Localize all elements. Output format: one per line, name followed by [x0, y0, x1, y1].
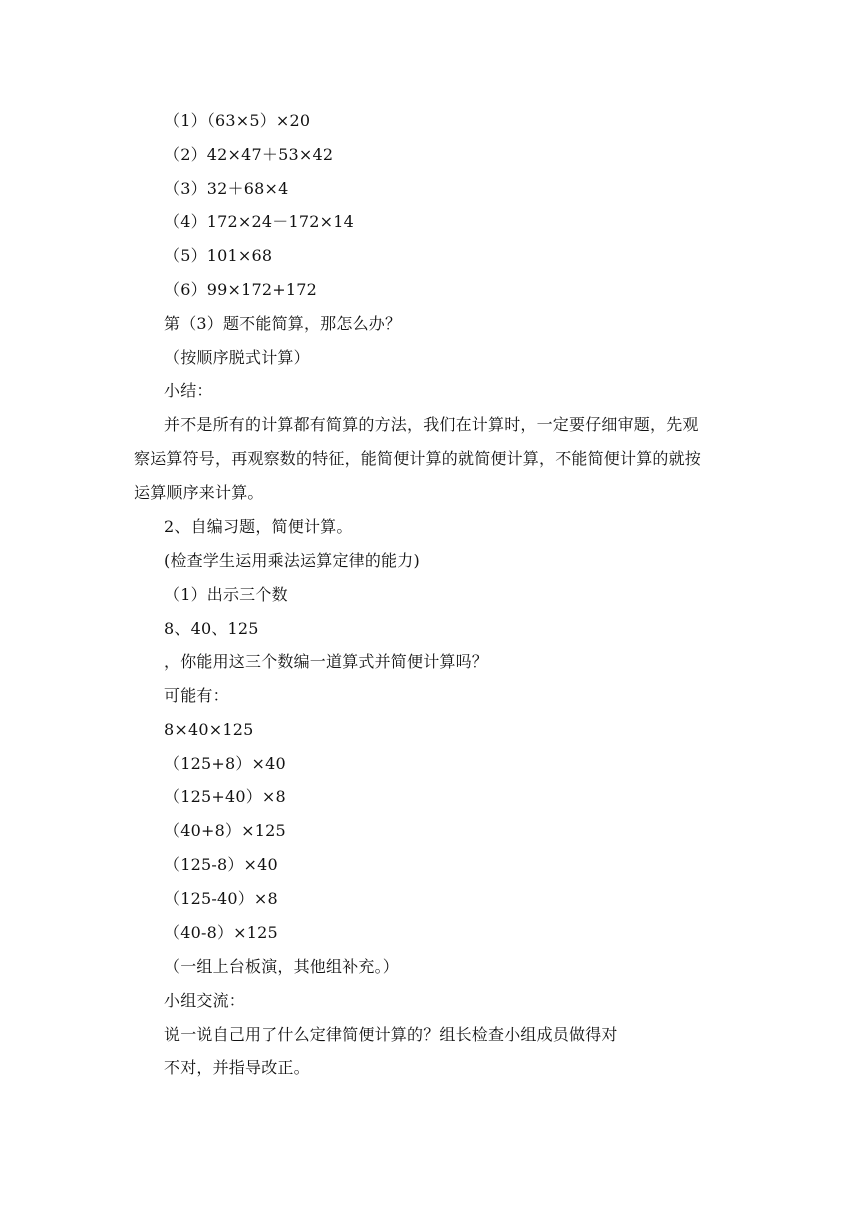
summary-para-line-1: 并不是所有的计算都有简算的方法，我们在计算时，一定要仔细审题，先观: [164, 415, 699, 434]
expression-4: （40+8）×125: [164, 821, 286, 840]
summary-para-line-3: 运算顺序来计算。: [134, 483, 264, 502]
numbers-line: 8、40、125: [164, 619, 259, 638]
summary-heading: 小结：: [164, 381, 213, 400]
group-discussion-heading: 小组交流：: [164, 991, 246, 1010]
task-question: ，你能用这三个数编一道算式并简便计算吗？: [164, 652, 489, 671]
possible-heading: 可能有：: [164, 686, 229, 705]
exercise-line-5: （5）101×68: [164, 246, 273, 265]
expression-1: 8×40×125: [164, 720, 254, 739]
discussion-line-2: 不对，并指导改正。: [164, 1058, 310, 1077]
expression-3: （125+40）×8: [164, 787, 286, 806]
expression-2: （125+8）×40: [164, 754, 286, 773]
hint-line: （按顺序脱式计算）: [164, 348, 310, 367]
exercise-line-4: （4）172×24－172×14: [164, 212, 354, 231]
section-2-heading: 2、自编习题，简便计算。: [164, 517, 353, 536]
expression-6: （125-40）×8: [164, 889, 278, 908]
expression-7: （40-8）×125: [164, 923, 278, 942]
summary-para-line-2: 察运算符号，再观察数的特征，能简便计算的就简便计算，不能简便计算的就按: [134, 449, 702, 468]
task-line: （1）出示三个数: [164, 585, 288, 604]
exercise-line-6: （6）99×172+172: [164, 280, 318, 299]
exercise-line-2: （2）42×47＋53×42: [164, 145, 334, 164]
group-note: （一组上台板演，其他组补充。）: [164, 957, 400, 976]
expression-5: （125-8）×40: [164, 855, 278, 874]
exercise-line-1: （1）（63×5）×20: [164, 111, 311, 130]
question-line: 第（3）题不能简算，那怎么办？: [164, 314, 402, 333]
section-2-purpose: (检查学生运用乘法运算定律的能力): [164, 551, 420, 570]
discussion-line-1: 说一说自己用了什么定律简便计算的？组长检查小组成员做得对: [164, 1025, 618, 1044]
exercise-line-3: （3）32＋68×4: [164, 179, 289, 198]
